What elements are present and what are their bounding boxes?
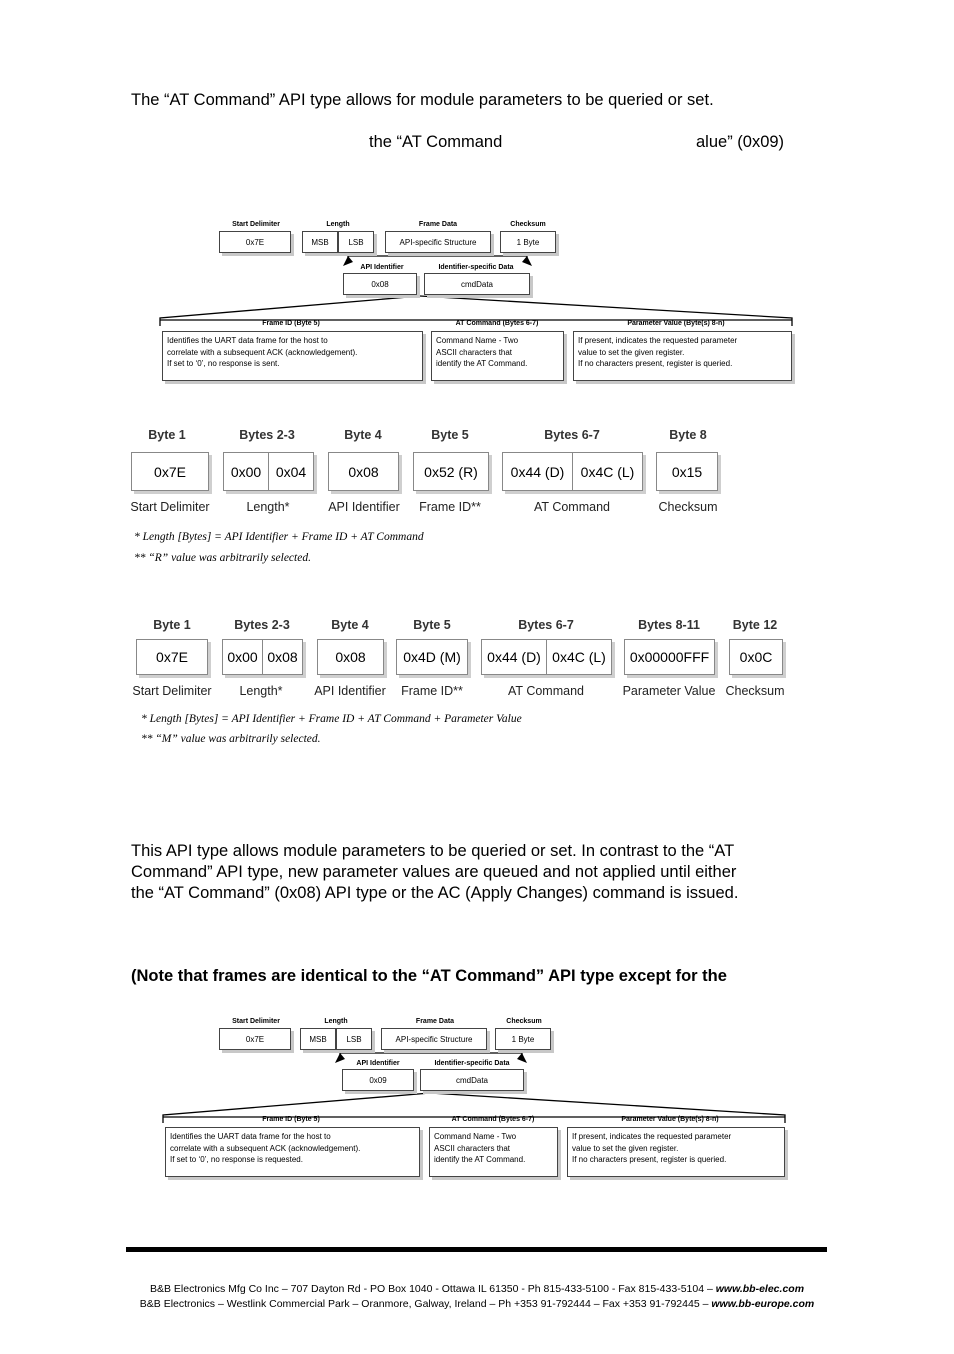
description-line: Command Name - Two (436, 336, 519, 345)
byte-value: 0x08 (348, 463, 379, 480)
description-line: ASCII characters that (436, 347, 513, 357)
start-delimiter-box: 0x7E (219, 1028, 291, 1050)
parameter-value-description (567, 1127, 785, 1177)
byte-header: Bytes 6-7 (544, 428, 600, 442)
byte-header: Bytes 2-3 (239, 428, 295, 442)
footer-address-eu: B&B Electronics – Westlink Commercial Park – Oranmore, Galway, Ireland – Ph +353 91-792444 – Fax +353 91-792445 – (139, 1298, 709, 1310)
label-identifier-specific-data: Identifier-specific Data (434, 1060, 510, 1067)
description-line: If present, indicates the requested parameter (578, 336, 738, 345)
msb-box: MSB (302, 231, 338, 253)
label-checksum: Checksum (510, 221, 546, 228)
footer-line-eu (0, 1298, 954, 1310)
label-start-delimiter: Start Delimiter (232, 221, 280, 228)
byte-caption: Length* (239, 684, 283, 698)
parameter-value-description (573, 331, 792, 381)
byte-value: 0x52 (R) (424, 463, 478, 480)
label-length: Length (324, 1018, 348, 1025)
api-identifier-box: 0x09 (342, 1069, 414, 1091)
queue-paragraph-line: Command” API type, new parameter values are queued and not applied until either (131, 863, 737, 881)
description-line: If set to ‘0’, no response is requested. (170, 1155, 303, 1164)
checksum-box: 1 Byte (500, 231, 556, 253)
byte-header: Byte 1 (148, 428, 186, 442)
byte-caption: Checksum (725, 684, 785, 698)
byte-header: Byte 8 (669, 428, 707, 442)
byte-box (656, 452, 718, 491)
label-identifier-specific-data: Identifier-specific Data (438, 264, 514, 271)
byte-caption: Checksum (658, 500, 718, 514)
byte-header: Byte 5 (413, 618, 451, 632)
label-checksum: Checksum (506, 1018, 542, 1025)
byte-value: 0x15 (671, 463, 703, 480)
byte-value: 0x7E (154, 463, 186, 480)
label-start-delimiter: Start Delimiter (232, 1018, 280, 1025)
footnote-length: * Length [Bytes] = API Identifier + Frame ID + AT Command (134, 531, 424, 543)
description-line: Identifies the UART data frame for the host to (167, 336, 328, 345)
byte-header: Byte 12 (732, 618, 778, 632)
label-length: Length (326, 221, 350, 228)
byte-value: 0x00000FFF (629, 649, 710, 665)
intro-paragraph: The “AT Command” API type allows for module parameters to be queried or set. (131, 91, 714, 109)
byte-box (222, 639, 303, 675)
footnote-frame-id: ** “R” value was arbitrarily selected. (134, 552, 311, 564)
byte-box (131, 452, 209, 491)
cmd-data-box: cmdData (420, 1069, 524, 1091)
byte-caption: Frame ID** (401, 684, 463, 698)
byte-box (624, 639, 715, 675)
description-line: If no characters present, register is queried. (578, 359, 733, 368)
byte-box (317, 639, 384, 675)
queue-note: (Note that frames are identical to the “AT Command” API type except for the (131, 967, 727, 985)
byte-caption: Length* (246, 500, 290, 514)
byte-box (328, 452, 399, 491)
description-line: value to set the given register. (572, 1143, 679, 1153)
at-command-description (431, 331, 564, 381)
footer-line-us (0, 1283, 954, 1295)
footnote-length: * Length [Bytes] = API Identifier + Frame ID + AT Command + Parameter Value (141, 713, 522, 725)
byte-box (396, 639, 468, 675)
footer-link-us[interactable]: www.bb-elec.com (715, 1283, 805, 1295)
byte-caption: API Identifier (328, 500, 400, 514)
api-structure-box: API-specific Structure (385, 231, 491, 253)
frame-id-description (162, 331, 423, 381)
cmd-data-box: cmdData (424, 273, 530, 295)
byte-box (502, 452, 643, 491)
byte-value: 0x00 (227, 649, 258, 665)
byte-value: 0x4D (M) (403, 649, 461, 665)
api-identifier-box: 0x08 (343, 273, 417, 295)
byte-box (729, 639, 783, 675)
api-structure-box: API-specific Structure (381, 1028, 487, 1050)
lsb-box: LSB (336, 1028, 372, 1050)
description-line: value to set the given register. (578, 347, 685, 357)
byte-header: Byte 1 (153, 618, 191, 632)
description-line: correlate with a subsequent ACK (acknowledgement). (170, 1143, 361, 1153)
byte-value: 0x44 (D) (510, 463, 565, 480)
footer-link-eu[interactable]: www.bb-europe.com (711, 1298, 815, 1310)
description-line: If no characters present, register is queried. (572, 1155, 727, 1164)
at-command-heading: AT Command (Bytes 6-7) (455, 320, 539, 327)
lsb-box: LSB (338, 231, 374, 253)
parameter-value-heading: Parameter Value (Byte(s) 8-n) (627, 320, 725, 327)
label-frame-data: Frame Data (418, 221, 458, 228)
byte-box (481, 639, 612, 675)
byte-caption: AT Command (508, 684, 584, 698)
byte-caption: Start Delimiter (132, 684, 212, 698)
checksum-box: 1 Byte (495, 1028, 551, 1050)
intro-fragment-b: alue” (0x09) (696, 133, 785, 151)
start-delimiter-box: 0x7E (219, 231, 291, 253)
byte-caption: API Identifier (314, 684, 386, 698)
byte-header: Bytes 6-7 (518, 618, 574, 632)
byte-value: 0x0C (739, 649, 773, 665)
description-line: If set to ‘0’, no response is sent. (167, 359, 280, 368)
queue-paragraph-line: This API type allows module parameters to be queried or set. In contrast to the “AT (131, 842, 735, 860)
at-command-heading: AT Command (Bytes 6-7) (451, 1116, 535, 1123)
byte-header: Byte 4 (331, 618, 369, 632)
label-api-identifier: API Identifier (360, 264, 404, 271)
byte-header: Byte 4 (344, 428, 382, 442)
byte-header: Bytes 8-11 (638, 618, 700, 632)
description-line: If present, indicates the requested parameter (572, 1132, 732, 1141)
frame-id-heading: Frame ID (Byte 5) (262, 1116, 320, 1123)
byte-value: 0x44 (D) (487, 649, 541, 665)
description-line: correlate with a subsequent ACK (acknowledgement). (167, 347, 358, 357)
byte-value: 0x7E (156, 649, 188, 665)
frame-id-description (165, 1127, 420, 1177)
byte-value: 0x00 (230, 463, 262, 480)
byte-value: 0x08 (262, 640, 302, 674)
byte-value: 0x4C (L) (546, 640, 611, 674)
description-line: identify the AT Command. (434, 1155, 526, 1164)
msb-box: MSB (300, 1028, 336, 1050)
footer-address-us: B&B Electronics Mfg Co Inc – 707 Dayton Rd - PO Box 1040 - Ottawa IL 61350 - Ph 815-433-5100 - Fax 815-433-5104 – (149, 1283, 713, 1295)
byte-caption: Start Delimiter (130, 500, 210, 514)
byte-box (413, 452, 489, 491)
byte-value: 0x08 (335, 649, 366, 665)
footnote-frame-id: ** “M” value was arbitrarily selected. (141, 733, 321, 745)
label-frame-data: Frame Data (415, 1018, 455, 1025)
intro-fragment-a: the “AT Command (369, 133, 503, 151)
description-line: identify the AT Command. (436, 359, 528, 368)
byte-header: Byte 5 (431, 428, 469, 442)
frame-id-heading: Frame ID (Byte 5) (262, 320, 320, 327)
byte-box (223, 452, 314, 491)
parameter-value-heading: Parameter Value (Byte(s) 8-n) (621, 1116, 719, 1123)
label-api-identifier: API Identifier (356, 1060, 400, 1067)
description-line: Identifies the UART data frame for the host to (170, 1132, 331, 1141)
byte-header: Bytes 2-3 (234, 618, 290, 632)
byte-caption: Parameter Value (622, 684, 716, 698)
byte-value: 0x4C (L) (572, 453, 642, 490)
byte-caption: Frame ID** (419, 500, 481, 514)
byte-value: 0x04 (268, 453, 313, 490)
description-line: Command Name - Two (434, 1132, 517, 1141)
footer-rule (126, 1247, 827, 1252)
byte-caption: AT Command (534, 500, 610, 514)
description-line: ASCII characters that (434, 1143, 511, 1153)
byte-box (136, 639, 208, 675)
at-command-description (429, 1127, 558, 1177)
queue-paragraph-line: the “AT Command” (0x08) API type or the AC (Apply Changes) command is issued. (131, 884, 739, 902)
